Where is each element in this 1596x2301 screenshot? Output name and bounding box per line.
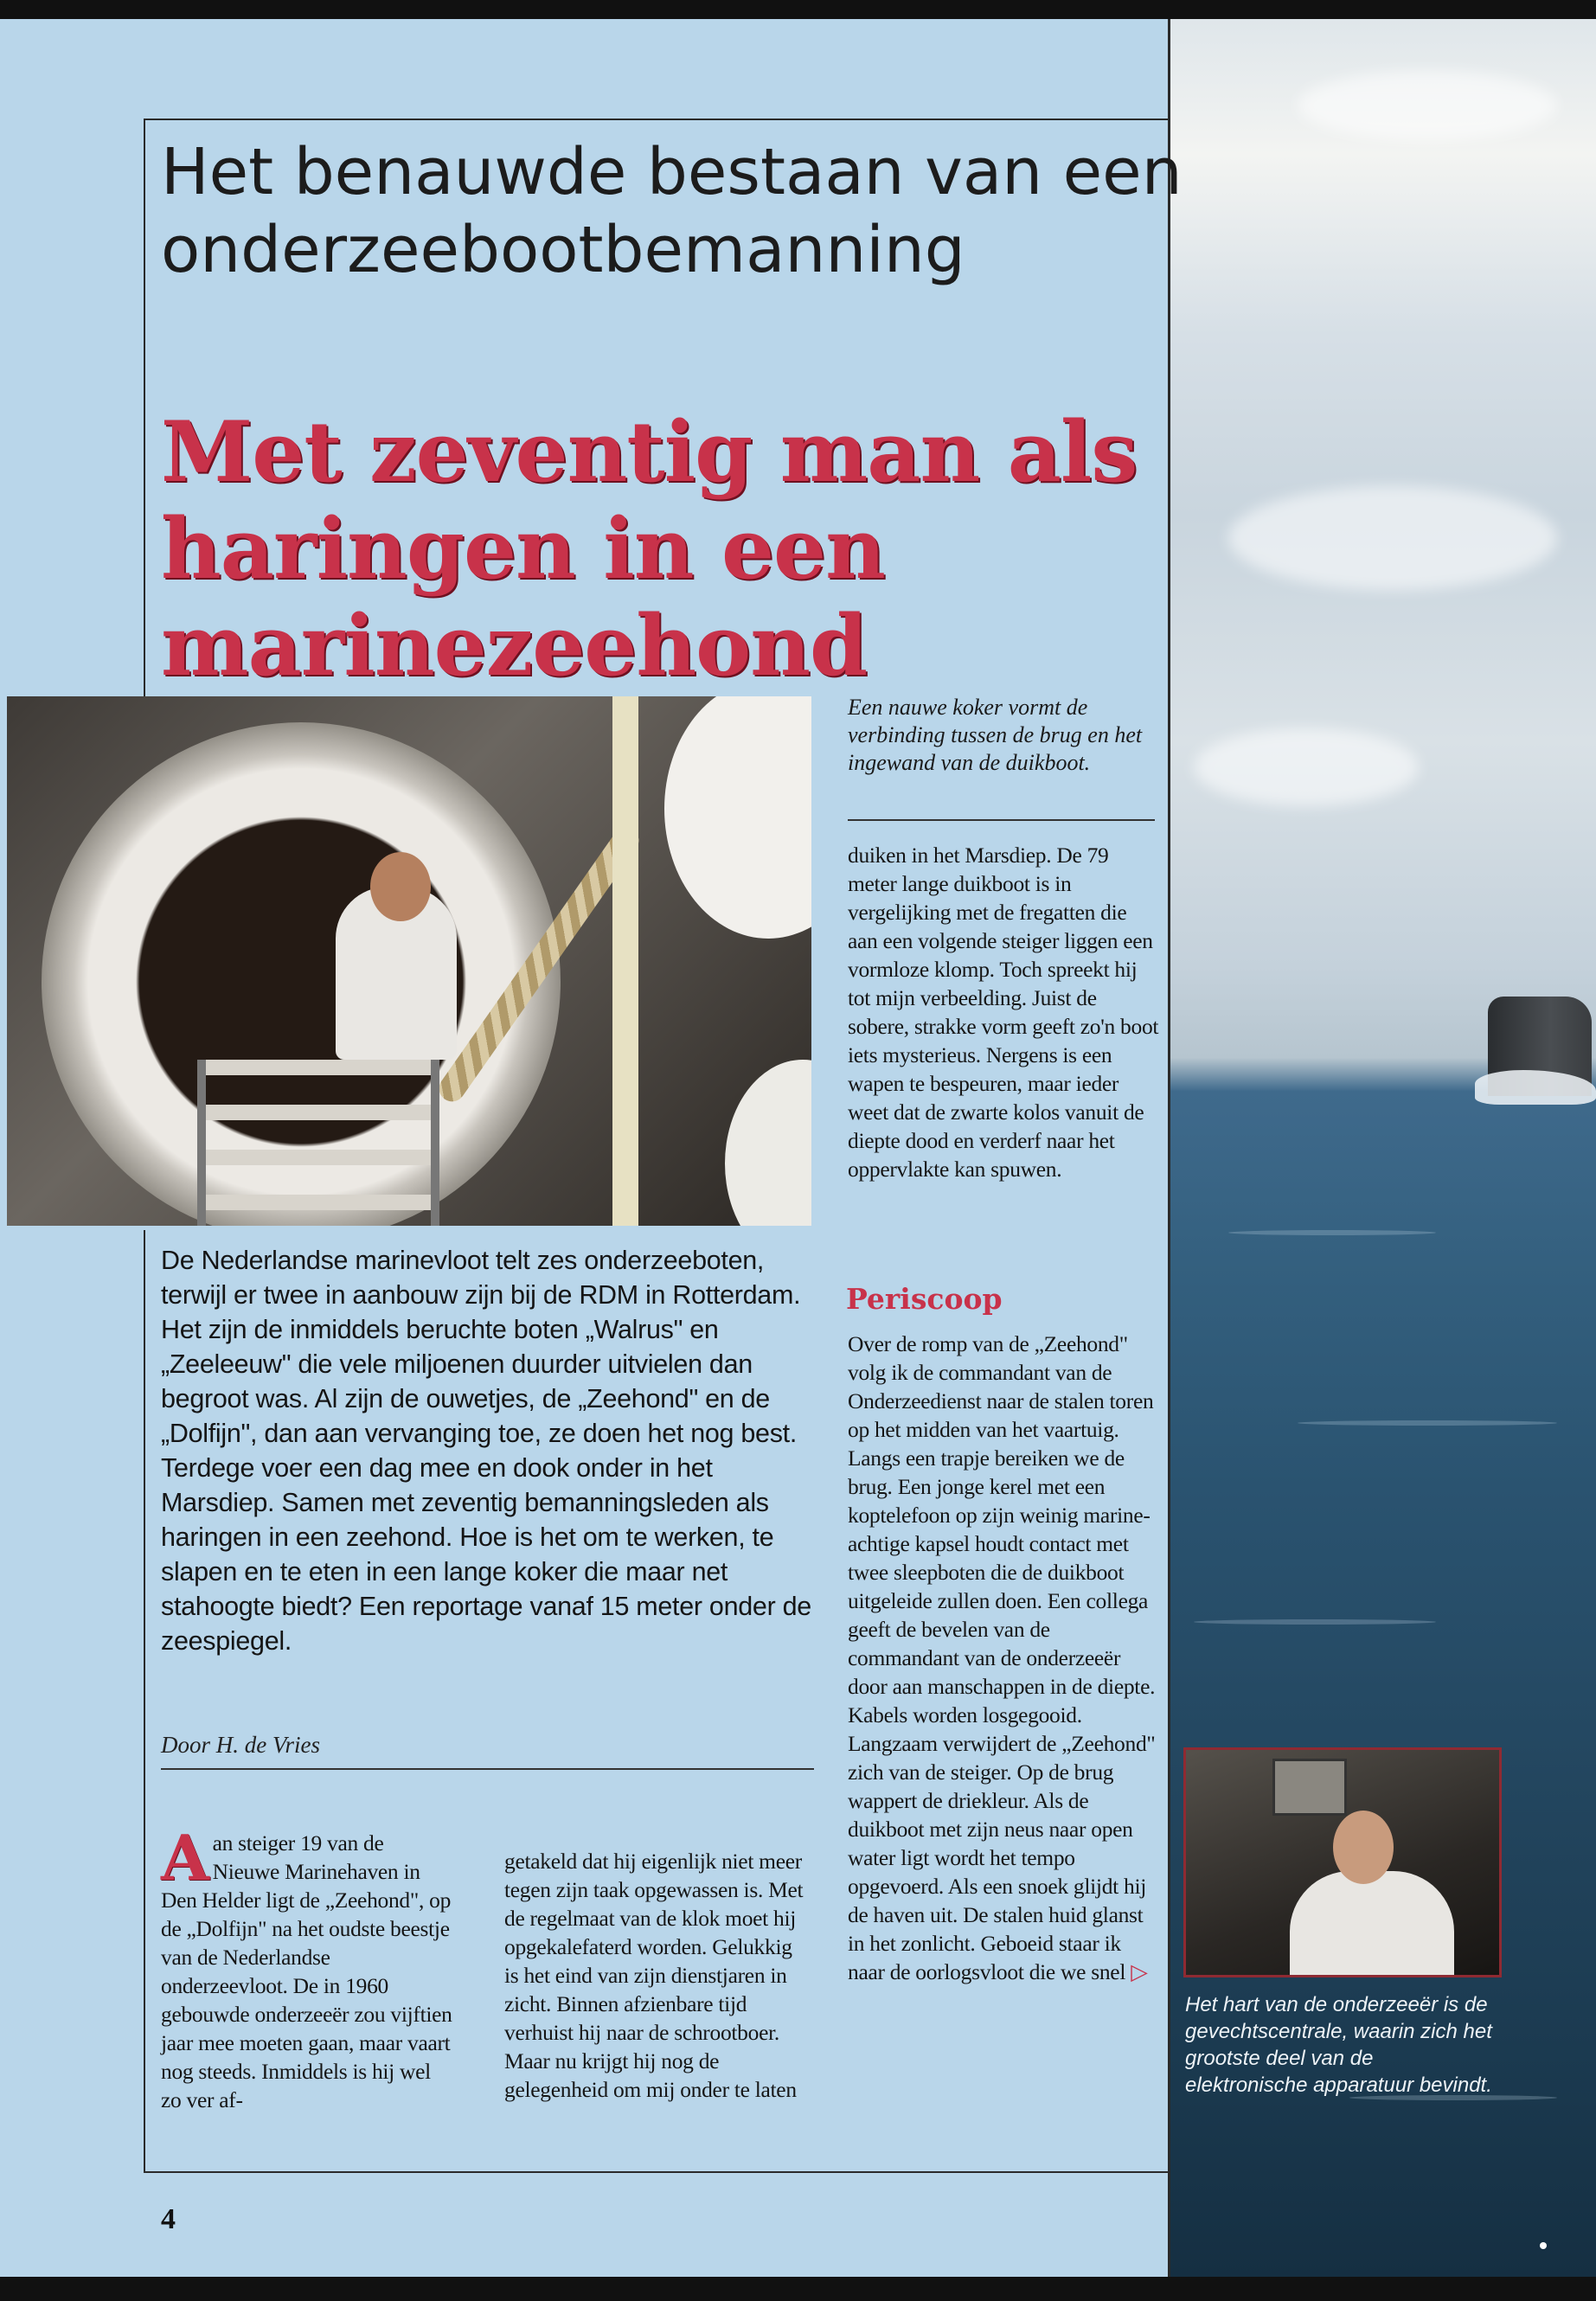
byline: Door H. de Vries — [161, 1732, 320, 1758]
wave — [1298, 1420, 1557, 1426]
ladder — [197, 1060, 439, 1226]
crew-member — [1290, 1871, 1454, 1977]
body-column-3-continued — [848, 1330, 1159, 1986]
caption-rule — [848, 819, 1155, 821]
subheading: Periscoop — [846, 1282, 1003, 1316]
body-column-3b-text: Over de romp van de „Zeehond" volg ik de commandant van de Onderzeedienst naar de stalen toren op het midden van het vaartuig. Langs een trapje bereiken we de brug. Een jonge kerel met een koptelefoon op zijn weinig marine-achtige kapsel houdt contact met twee sleepboten die de duikboot uitgeleide zullen doen. Een collega geeft de bevelen van de commandant van de onderzeeër door aan manschappen in de diepte. Kabels worden losgegooid. Langzaam verwijdert de „Zeehond" zich van de steiger. Op de brug wappert de driekleur. Als de duikboot met zijn neus naar open water ligt wordt het tempo opgevoerd. Als een snoek glijdt hij de haven uit. De stalen huid glanst in het zonlicht. Geboeid staar ik naar de oorlogsvloot die we snel — [848, 1331, 1156, 1984]
frame-line — [144, 119, 145, 698]
crew-member-head — [370, 852, 431, 921]
cloud — [1298, 71, 1557, 140]
drop-cap: A — [161, 1821, 209, 1894]
frame-line — [144, 119, 1170, 120]
combat-center-photo — [1183, 1747, 1502, 1977]
cloud — [1194, 728, 1419, 806]
hatch-pipe — [664, 696, 811, 939]
kicker-title: Het benauwde bestaan van een onderzeebootbemanning — [161, 135, 1183, 287]
continue-arrow-icon: ▷ — [1131, 1959, 1148, 1984]
hatch-photo-caption: Een nauwe koker vormt de verbinding tussen de brug en het ingewand van de duikboot. — [848, 695, 1143, 775]
wave — [1194, 1619, 1436, 1625]
intro-paragraph: De Nederlandse marinevloot telt zes onderzeeboten, terwijl er twee in aanbouw zijn bij de RDM in Rotterdam. Het zijn de inmiddels beruchte boten „Walrus" en „Zeeleeuw" die vele miljoenen duurder uitvielen dan begroot was. Al zijn de ouwetjes, de „Zeehond" en de „Dolfijn", dan aan vervanging toe, ze doen het nog best. Terdege voer een dag mee en dook onder in het Marsdiep. Samen met zeventig bemanningsleden als haringen in een zeehond. Hoe is het om te werken, te slapen en te eten in een lange koker die maar net stahoogte biedt? Een reportage vanaf 15 meter onder de zeespiegel. — [161, 1246, 811, 1656]
frame-line — [1168, 19, 1170, 2277]
byline-rule — [161, 1768, 814, 1770]
hatch-photo — [7, 696, 811, 1226]
headline: Met zeventig man als haringen in een marinezeehond — [161, 403, 1138, 695]
wave — [1228, 1230, 1436, 1235]
frame-line — [144, 2171, 1170, 2173]
hatch-pipe — [725, 1060, 811, 1226]
body-column-1-text: an steiger 19 van de Nieuwe Marinehaven in Den Helder ligt de „Zeehond", op de „Dolfijn" na het oudste beestje van de Nederlandse onderzeevloot. De in 1960 gebouwde onderzeeër zou vijftien jaar mee moeten gaan, maar vaart nog steeds. Inmiddels is hij wel zo ver af- — [161, 1830, 452, 2112]
body-column-3: duiken in het Marsdiep. De 79 meter lange duikboot is in vergelijking met de fregatten die aan een volgende steiger liggen een vormloze klomp. Toch spreekt hij tot mijn verbeelding. Juist de sobere, strakke vorm geeft zo'n boot iets mysterieus. Nergens is een wapen te bespeuren, maar ieder weet dat de zwarte kolos vanuit de diepte dood en verderf naar het oppervlakte kan spuwen. — [848, 843, 1159, 1182]
crew-member-head — [1333, 1811, 1394, 1884]
magazine-page — [0, 19, 1596, 2277]
combat-center-caption: Het hart van de onderzeeër is de gevechtscentrale, waarin zich het grootste deel van de elektronische apparatuur bevindt. — [1185, 1993, 1492, 2097]
body-column-1 — [161, 1821, 455, 2114]
console-screen — [1272, 1759, 1347, 1816]
cables — [612, 696, 638, 1226]
page-number: 4 — [161, 2203, 176, 2235]
body-column-2: getakeld dat hij eigenlijk niet meer tegen zijn taak opgewassen is. Met de regelmaat van de klok moet hij opgekalefaterd worden. Gelukkig is het eind van zijn dienstjaren in zicht. Binnen afzienbare tijd verhuist hij naar de schrootboer. Maar nu krijgt hij nog de gelegenheid om mij onder te laten — [504, 1849, 804, 2102]
light-reflection — [1540, 2242, 1547, 2249]
frame-line — [144, 1230, 145, 2173]
